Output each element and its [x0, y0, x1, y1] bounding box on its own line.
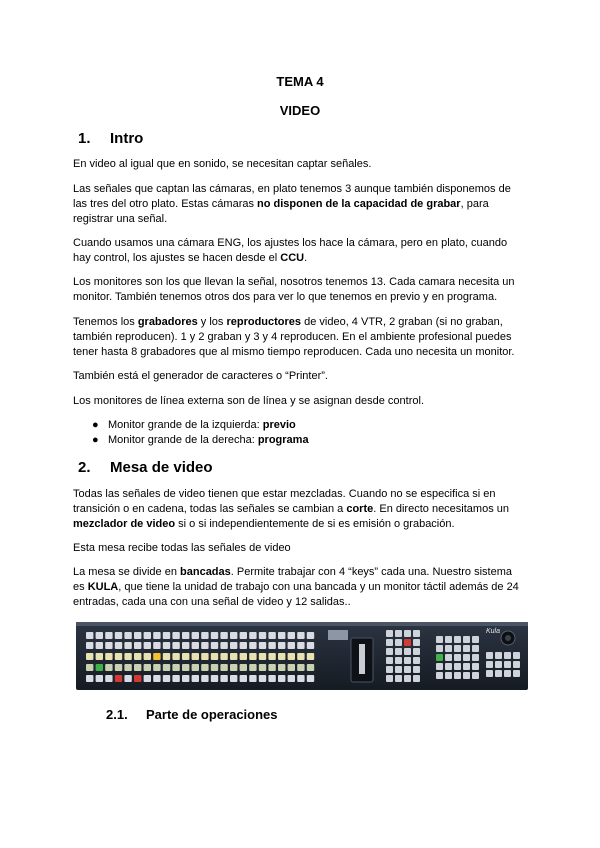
switcher-button [240, 664, 247, 671]
switcher-button [134, 653, 141, 660]
switcher-button [386, 675, 393, 682]
switcher-button [182, 642, 189, 649]
switcher-button [182, 632, 189, 639]
switcher-button [307, 653, 314, 660]
paragraph-mesa-3: La mesa se divide en bancadas. Permite trabajar con 4 “keys” cada una. Nuestro sistema es KULA, que tiene la unidad de trabajo con una bancada y un monitor táctil además de 24 entradas, cada una con una señal de video y 12 salidas.. [73, 566, 519, 608]
switcher-button [445, 636, 452, 643]
bullet-item: ● Monitor grande de la derecha: programa [92, 434, 309, 446]
switcher-button [445, 663, 452, 670]
switcher-button [268, 632, 275, 639]
switcher-button [211, 664, 218, 671]
switcher-button [163, 632, 170, 639]
switcher-button [124, 675, 131, 682]
switcher-button [86, 642, 93, 649]
switcher-button [115, 632, 122, 639]
switcher-button [124, 642, 131, 649]
switcher-button [192, 664, 199, 671]
switcher-button [105, 675, 112, 682]
switcher-button [134, 675, 141, 682]
switcher-button [182, 675, 189, 682]
switcher-button [404, 630, 411, 637]
switcher-button [240, 675, 247, 682]
document-subtitle: VIDEO [279, 103, 321, 118]
switcher-button [153, 664, 160, 671]
switcher-button [495, 661, 502, 668]
switcher-button [278, 675, 285, 682]
paragraph-intro-3: Cuando usamos una cámara ENG, los ajustes los hace la cámara, pero en plato, cuando hay control, los ajustes se hacen desde el CCU. [73, 237, 508, 264]
switcher-button [134, 642, 141, 649]
switcher-button [249, 632, 256, 639]
switcher-button [172, 664, 179, 671]
section-2-heading [78, 459, 213, 476]
switcher-button [153, 675, 160, 682]
switcher-button [220, 675, 227, 682]
switcher-button [230, 675, 237, 682]
switcher-button [495, 670, 502, 677]
switcher-button [513, 661, 520, 668]
switcher-button [124, 632, 131, 639]
switcher-button [124, 653, 131, 660]
paragraph-intro-4: Los monitores son los que llevan la señal, nosotros tenemos 13. Cada camara necesita un monitor. También tenemos otros dos para ver lo que tenemos en previo y en programa. [73, 276, 515, 303]
switcher-button [395, 657, 402, 664]
switcher-button [115, 675, 122, 682]
switcher-button [172, 642, 179, 649]
switcher-button [386, 657, 393, 664]
switcher-button [297, 664, 304, 671]
paragraph-intro-5: Tenemos los grabadores y los reproductores de video, 4 VTR, 2 graban (si no graban, también reproducen). 1 y 2 graban y 3 y 4 reproducen. En el ambiente profesional puedes tener hasta 8 grabadores que al mismo tiempo reproducen. Cada uno necesita un monitor. [73, 316, 515, 358]
switcher-button [220, 632, 227, 639]
switcher-button [192, 653, 199, 660]
switcher-button [413, 630, 420, 637]
switcher-button [144, 653, 151, 660]
switcher-button [404, 648, 411, 655]
switcher-button [249, 675, 256, 682]
switcher-button [472, 645, 479, 652]
switcher-button [153, 642, 160, 649]
switcher-button [105, 632, 112, 639]
switcher-button [124, 664, 131, 671]
switcher-button [395, 639, 402, 646]
switcher-button [240, 653, 247, 660]
switcher-button [172, 675, 179, 682]
switcher-button [307, 675, 314, 682]
switcher-button [268, 664, 275, 671]
switcher-button [454, 645, 461, 652]
switcher-button [288, 664, 295, 671]
switcher-button [463, 645, 470, 652]
switcher-button [115, 653, 122, 660]
switcher-button [211, 675, 218, 682]
switcher-button [230, 632, 237, 639]
switcher-button [230, 642, 237, 649]
switcher-button [404, 639, 411, 646]
switcher-button [172, 632, 179, 639]
switcher-button [463, 636, 470, 643]
switcher-button [192, 632, 199, 639]
switcher-button [201, 664, 208, 671]
switcher-button [278, 653, 285, 660]
switcher-button [472, 636, 479, 643]
switcher-button [445, 672, 452, 679]
switcher-button [278, 642, 285, 649]
section-1-number: 1. [78, 130, 91, 147]
switcher-button [153, 632, 160, 639]
switcher-button [86, 653, 93, 660]
switcher-button [230, 653, 237, 660]
switcher-button [201, 675, 208, 682]
section-2-number: 2. [78, 459, 91, 476]
switcher-button [163, 653, 170, 660]
switcher-button [413, 666, 420, 673]
paragraph-mesa-2: Esta mesa recibe todas las señales de video [73, 542, 291, 554]
switcher-button [268, 675, 275, 682]
kula-switcher-photo [76, 622, 528, 690]
subsection-2-1-title: Parte de operaciones [146, 707, 278, 722]
switcher-button [307, 632, 314, 639]
switcher-button [288, 632, 295, 639]
switcher-button [278, 632, 285, 639]
switcher-button [288, 653, 295, 660]
switcher-button [307, 664, 314, 671]
switcher-button [386, 630, 393, 637]
switcher-button [249, 664, 256, 671]
switcher-button [86, 675, 93, 682]
switcher-button [454, 654, 461, 661]
switcher-button [220, 664, 227, 671]
switcher-button [463, 663, 470, 670]
switcher-button [259, 653, 266, 660]
switcher-button [153, 653, 160, 660]
switcher-button [96, 675, 103, 682]
subsection-2-1-number: 2.1. [106, 707, 128, 722]
switcher-button [297, 642, 304, 649]
paragraph-mesa-1: Todas las señales de video tienen que estar mezcladas. Cuando no se especifica si en transición o en cadena, todas las señales se cambian a corte. En directo necesitamos un mezclador de video si o si independientemente de si es emisión o grabación. [73, 488, 509, 530]
switcher-button [307, 642, 314, 649]
switcher-button [395, 648, 402, 655]
switcher-button [472, 672, 479, 679]
switcher-button [413, 639, 420, 646]
monitor-bullet-list [92, 418, 309, 448]
switcher-button [486, 661, 493, 668]
switcher-button [249, 653, 256, 660]
paragraph-intro-7: Los monitores de línea externa son de línea y se asignan desde control. [73, 395, 425, 407]
switcher-button [413, 657, 420, 664]
switcher-button [454, 663, 461, 670]
switcher-button [472, 654, 479, 661]
switcher-button [192, 642, 199, 649]
switcher-button [163, 664, 170, 671]
switcher-button [297, 653, 304, 660]
switcher-button [463, 672, 470, 679]
switcher-button [413, 675, 420, 682]
switcher-button [259, 642, 266, 649]
switcher-button [192, 675, 199, 682]
switcher-button [404, 666, 411, 673]
switcher-button [115, 642, 122, 649]
switcher-button [436, 654, 443, 661]
section-2-title: Mesa de video [110, 459, 213, 476]
switcher-button [201, 653, 208, 660]
switcher-button [163, 675, 170, 682]
switcher-button [297, 632, 304, 639]
switcher-button [454, 672, 461, 679]
switcher-button [513, 670, 520, 677]
section-1-heading [78, 130, 143, 147]
switcher-button [134, 664, 141, 671]
paragraph-intro-1: En video al igual que en sonido, se necesitan captar señales. [73, 158, 372, 170]
switcher-button [105, 653, 112, 660]
section-1-title: Intro [110, 130, 144, 147]
switcher-button [182, 664, 189, 671]
switcher-button [495, 652, 502, 659]
switcher-button [201, 632, 208, 639]
switcher-button [486, 652, 493, 659]
switcher-button [504, 652, 511, 659]
bullet-icon: ● [92, 419, 99, 431]
switcher-button [96, 642, 103, 649]
switcher-button [230, 664, 237, 671]
switcher-button [395, 675, 402, 682]
switcher-button [486, 670, 493, 677]
switcher-button [504, 661, 511, 668]
switcher-button [115, 664, 122, 671]
switcher-button [513, 652, 520, 659]
switcher-button [259, 675, 266, 682]
switcher-button [144, 675, 151, 682]
switcher-button [201, 642, 208, 649]
switcher-button [172, 653, 179, 660]
switcher-button [144, 664, 151, 671]
switcher-button [278, 664, 285, 671]
switcher-button [144, 642, 151, 649]
switcher-button [404, 657, 411, 664]
bullet-icon: ● [92, 434, 99, 446]
document-title: TEMA 4 [276, 74, 324, 89]
switcher-button [220, 653, 227, 660]
switcher-button [105, 664, 112, 671]
switcher-button [454, 636, 461, 643]
switcher-button [395, 666, 402, 673]
switcher-button [436, 663, 443, 670]
switcher-button [413, 648, 420, 655]
switcher-button [436, 672, 443, 679]
switcher-button [211, 642, 218, 649]
switcher-button [395, 630, 402, 637]
subsection-2-1-heading [106, 707, 278, 722]
switcher-button [144, 632, 151, 639]
switcher-button [288, 642, 295, 649]
switcher-button [86, 632, 93, 639]
switcher-button [445, 645, 452, 652]
switcher-button [240, 642, 247, 649]
switcher-button [240, 632, 247, 639]
switcher-button [386, 639, 393, 646]
switcher-button [386, 666, 393, 673]
switcher-button [445, 654, 452, 661]
switcher-button [297, 675, 304, 682]
switcher-button [211, 632, 218, 639]
switcher-button [211, 653, 218, 660]
switcher-button [268, 642, 275, 649]
switcher-button [436, 645, 443, 652]
switcher-button [504, 670, 511, 677]
switcher-button [96, 632, 103, 639]
switcher-button [436, 636, 443, 643]
switcher-button [163, 642, 170, 649]
switcher-button [220, 642, 227, 649]
switcher-button [86, 664, 93, 671]
paragraph-intro-2: Las señales que captan las cámaras, en plato tenemos 3 aunque también disponemos de las tres del otro plato. Estas cámaras no disponen de la capacidad de grabar, para registrar una señal. [73, 183, 511, 225]
switcher-button [259, 664, 266, 671]
switcher-button [386, 648, 393, 655]
bullet-item: ● Monitor grande de la izquierda: previo [92, 419, 296, 431]
kula-logo: Kula [486, 628, 501, 635]
paragraph-intro-6: También está el generador de caracteres o “Printer”. [73, 370, 328, 382]
switcher-button [472, 663, 479, 670]
switcher-button [105, 642, 112, 649]
switcher-button [249, 642, 256, 649]
switcher-button [134, 632, 141, 639]
switcher-button [182, 653, 189, 660]
switcher-button [463, 654, 470, 661]
switcher-button [288, 675, 295, 682]
switcher-button [268, 653, 275, 660]
switcher-button [96, 664, 103, 671]
switcher-button [96, 653, 103, 660]
switcher-button [404, 675, 411, 682]
switcher-button [259, 632, 266, 639]
